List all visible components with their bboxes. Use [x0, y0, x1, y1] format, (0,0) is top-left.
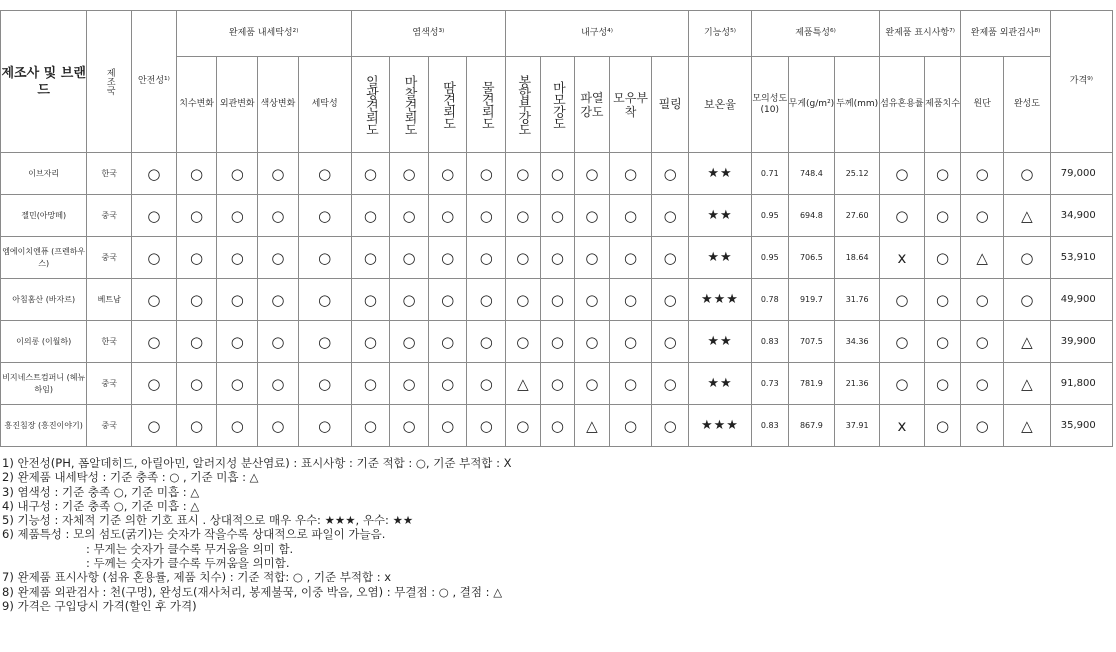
durability-cell: ○: [652, 279, 689, 321]
footnote: 8) 완제품 외관검사 : 천(구멍), 완성도(재사처리, 봉제불꾹, 이중 박음, 오염) : 무결점 : ○ , 결점 : △: [2, 584, 503, 599]
wash-cell: ○: [298, 363, 351, 405]
safety-cell: ○: [132, 405, 177, 447]
comparison-table: [0, 10, 1113, 447]
color-cell: ○: [351, 195, 390, 237]
durability-cell: ○: [540, 279, 575, 321]
wash-cell: ○: [217, 237, 258, 279]
header-brand: 제조사 및 브랜드: [1, 11, 87, 153]
exam-cell: △: [1004, 363, 1051, 405]
wash-cell: ○: [298, 195, 351, 237]
table-row: [1, 195, 1113, 237]
header-color-col: 마찰견뢰도: [390, 57, 429, 153]
durability-cell: ○: [609, 237, 652, 279]
wash-cell: ○: [217, 195, 258, 237]
label-cell: ○: [880, 195, 925, 237]
wash-cell: ○: [217, 405, 258, 447]
function-rating: ★★: [688, 363, 751, 405]
color-cell: ○: [390, 237, 429, 279]
durability-cell: ○: [506, 321, 541, 363]
header-label-col: 섬유혼용률: [880, 57, 925, 153]
brand-cell: 흥진침장 (흥진이야기): [1, 405, 87, 447]
country-cell: 한국: [87, 321, 132, 363]
color-cell: ○: [390, 195, 429, 237]
brand-cell: 이의롱 (이월하): [1, 321, 87, 363]
table-row: [1, 321, 1113, 363]
color-cell: ○: [467, 237, 506, 279]
safety-cell: ○: [132, 363, 177, 405]
color-cell: ○: [428, 237, 467, 279]
wash-cell: ○: [176, 279, 217, 321]
durability-cell: ○: [652, 237, 689, 279]
header-safety: 안전성¹⁾: [132, 11, 177, 153]
durability-cell: ○: [652, 363, 689, 405]
wash-cell: ○: [176, 321, 217, 363]
durability-cell: ○: [575, 237, 610, 279]
header-durability-col: 파열강도: [575, 57, 610, 153]
header-color-col: 물견뢰도: [467, 57, 506, 153]
durability-cell: ○: [609, 195, 652, 237]
function-rating: ★★★: [688, 279, 751, 321]
wash-cell: ○: [258, 363, 299, 405]
wash-cell: ○: [176, 237, 217, 279]
header-exam-col: 원단: [961, 57, 1004, 153]
exam-cell: △: [961, 237, 1004, 279]
label-cell: ○: [880, 363, 925, 405]
footnote: 3) 염색성 : 기준 충족 ○, 기준 미흡 : △: [2, 484, 200, 499]
color-cell: ○: [428, 195, 467, 237]
durability-cell: ○: [652, 153, 689, 195]
country-cell: 한국: [87, 153, 132, 195]
country-cell: 중국: [87, 195, 132, 237]
exam-cell: ○: [961, 321, 1004, 363]
durability-cell: ○: [652, 405, 689, 447]
price-cell: 39,900: [1050, 321, 1112, 363]
table-row: [1, 237, 1113, 279]
wash-cell: ○: [176, 195, 217, 237]
label-cell: ○: [880, 321, 925, 363]
wash-cell: ○: [217, 363, 258, 405]
exam-cell: ○: [1004, 279, 1051, 321]
durability-cell: ○: [540, 153, 575, 195]
label-cell: ○: [880, 279, 925, 321]
durability-cell: ○: [506, 195, 541, 237]
durability-cell: ○: [652, 321, 689, 363]
exam-cell: ○: [961, 363, 1004, 405]
feature-cell: 0.73: [751, 363, 788, 405]
wash-cell: ○: [298, 405, 351, 447]
feature-cell: 694.8: [788, 195, 835, 237]
durability-cell: ○: [575, 363, 610, 405]
footnote: 4) 내구성 : 기준 충족 ○, 기준 미흡 : △: [2, 498, 200, 513]
function-rating: ★★★: [688, 405, 751, 447]
label-cell: ○: [924, 153, 961, 195]
color-cell: ○: [467, 363, 506, 405]
header-durability-col: 필링: [652, 57, 689, 153]
color-cell: ○: [351, 321, 390, 363]
color-cell: ○: [390, 321, 429, 363]
durability-cell: △: [575, 405, 610, 447]
wash-cell: ○: [258, 195, 299, 237]
header-durability-col: 봉합부강도: [506, 57, 541, 153]
price-cell: 53,910: [1050, 237, 1112, 279]
color-cell: ○: [428, 153, 467, 195]
header-feature-group: 제품특성⁶⁾: [751, 11, 879, 57]
header-exam-group: 완제품 외관검사⁸⁾: [961, 11, 1050, 57]
safety-cell: ○: [132, 195, 177, 237]
color-cell: ○: [428, 279, 467, 321]
function-rating: ★★: [688, 237, 751, 279]
footnote: 1) 안전성(PH, 폼알데히드, 아릴아민, 알러지성 분산염료) : 표시사항 : 기준 적합 : ○, 기준 부적합 : X: [2, 456, 512, 470]
wash-cell: ○: [217, 321, 258, 363]
durability-cell: ○: [540, 237, 575, 279]
safety-cell: ○: [132, 153, 177, 195]
brand-cell: 엠에이치엔퓨 (프렌하우스): [1, 237, 87, 279]
header-wash-group: 완제품 내세탁성²⁾: [176, 11, 351, 57]
table-row: [1, 279, 1113, 321]
table-row: [1, 405, 1113, 447]
table-row: [1, 363, 1113, 405]
label-cell: x: [880, 405, 925, 447]
header-durability-col: 마모강도: [540, 57, 575, 153]
feature-cell: 31.76: [835, 279, 880, 321]
color-cell: ○: [351, 153, 390, 195]
feature-cell: 18.64: [835, 237, 880, 279]
color-cell: ○: [351, 363, 390, 405]
footnotes: [2, 456, 1112, 613]
feature-cell: 748.4: [788, 153, 835, 195]
color-cell: ○: [428, 405, 467, 447]
durability-cell: ○: [540, 405, 575, 447]
header-function-col: 보온율: [688, 57, 751, 153]
header-durability-col: 모우부착: [609, 57, 652, 153]
price-cell: 91,800: [1050, 363, 1112, 405]
header-feature-col: 모의성도(10): [751, 57, 788, 153]
exam-cell: ○: [961, 195, 1004, 237]
label-cell: x: [880, 237, 925, 279]
exam-cell: △: [1004, 405, 1051, 447]
color-cell: ○: [428, 321, 467, 363]
wash-cell: ○: [176, 363, 217, 405]
wash-cell: ○: [298, 279, 351, 321]
safety-cell: ○: [132, 279, 177, 321]
label-cell: ○: [924, 363, 961, 405]
safety-cell: ○: [132, 321, 177, 363]
feature-cell: 867.9: [788, 405, 835, 447]
color-cell: ○: [428, 363, 467, 405]
exam-cell: ○: [961, 279, 1004, 321]
header-wash-col: 치수변화: [176, 57, 217, 153]
durability-cell: ○: [540, 321, 575, 363]
wash-cell: ○: [298, 153, 351, 195]
color-cell: ○: [390, 279, 429, 321]
feature-cell: 37.91: [835, 405, 880, 447]
price-cell: 49,900: [1050, 279, 1112, 321]
header-color-col: 일광견뢰도: [351, 57, 390, 153]
feature-cell: 25.12: [835, 153, 880, 195]
feature-cell: 27.60: [835, 195, 880, 237]
durability-cell: ○: [652, 195, 689, 237]
feature-cell: 34.36: [835, 321, 880, 363]
footnote: 9) 가격은 구입당시 가격(할인 후 가격): [2, 598, 197, 613]
footnote: : 두께는 숫자가 클수록 두꺼움을 의미함.: [86, 556, 290, 571]
header-price: 가격⁹⁾: [1050, 11, 1112, 153]
durability-cell: ○: [609, 321, 652, 363]
label-cell: ○: [924, 405, 961, 447]
brand-cell: 젤민(아망떼): [1, 195, 87, 237]
feature-cell: 0.95: [751, 237, 788, 279]
header-wash-col: 세탁성: [298, 57, 351, 153]
header-exam-col: 완성도: [1004, 57, 1051, 153]
color-cell: ○: [351, 405, 390, 447]
feature-cell: 0.71: [751, 153, 788, 195]
header-label-col: 제품치수: [924, 57, 961, 153]
color-cell: ○: [467, 153, 506, 195]
footnote: : 무게는 숫자가 클수록 무거움을 의미 함.: [86, 541, 294, 556]
function-rating: ★★: [688, 321, 751, 363]
function-rating: ★★: [688, 195, 751, 237]
wash-cell: ○: [258, 405, 299, 447]
table-row: [1, 153, 1113, 195]
label-cell: ○: [924, 321, 961, 363]
header-durability-group: 내구성⁴⁾: [506, 11, 689, 57]
wash-cell: ○: [176, 405, 217, 447]
wash-cell: ○: [217, 153, 258, 195]
color-cell: ○: [351, 279, 390, 321]
feature-cell: 21.36: [835, 363, 880, 405]
color-cell: ○: [467, 405, 506, 447]
color-cell: ○: [467, 321, 506, 363]
function-rating: ★★: [688, 153, 751, 195]
durability-cell: ○: [575, 153, 610, 195]
footnote: 7) 완제품 표시사항 (섬유 혼용률, 제품 치수) : 기준 적합: ○ , 기준 부적합 : x: [2, 570, 392, 585]
country-cell: 중국: [87, 363, 132, 405]
durability-cell: ○: [575, 279, 610, 321]
feature-cell: 0.95: [751, 195, 788, 237]
header-color-col: 땀견뢰도: [428, 57, 467, 153]
wash-cell: ○: [258, 153, 299, 195]
label-cell: ○: [924, 195, 961, 237]
header-feature-col: 두께(mm): [835, 57, 880, 153]
feature-cell: 781.9: [788, 363, 835, 405]
durability-cell: ○: [575, 321, 610, 363]
country-cell: 중국: [87, 237, 132, 279]
exam-cell: △: [1004, 321, 1051, 363]
brand-cell: 아침홈산 (바자르): [1, 279, 87, 321]
footnote: 6) 제품특성 : 모의 섬도(굵기)는 숫자가 작을수록 상대적으로 파일이 가늘음.: [2, 527, 386, 542]
exam-cell: ○: [1004, 237, 1051, 279]
feature-cell: 0.83: [751, 321, 788, 363]
country-cell: 베트남: [87, 279, 132, 321]
footnote: 2) 완제품 내세탁성 : 기준 충족 : ○ , 기준 미흡 : △: [2, 470, 259, 485]
feature-cell: 0.78: [751, 279, 788, 321]
footnote: 5) 기능성 : 자체적 기준 의한 기호 표시 . 상대적으로 매우 우수: ★★★, 우수: ★★: [2, 513, 414, 528]
price-cell: 35,900: [1050, 405, 1112, 447]
price-cell: 79,000: [1050, 153, 1112, 195]
label-cell: ○: [924, 237, 961, 279]
wash-cell: ○: [258, 321, 299, 363]
color-cell: ○: [390, 405, 429, 447]
wash-cell: ○: [298, 237, 351, 279]
brand-cell: 비지네스트컴퍼니 (헤뉴하임): [1, 363, 87, 405]
durability-cell: ○: [609, 153, 652, 195]
exam-cell: ○: [1004, 153, 1051, 195]
color-cell: ○: [467, 195, 506, 237]
safety-cell: ○: [132, 237, 177, 279]
color-cell: ○: [390, 153, 429, 195]
header-feature-col: 무게(g/m²): [788, 57, 835, 153]
wash-cell: ○: [298, 321, 351, 363]
country-cell: 중국: [87, 405, 132, 447]
color-cell: ○: [390, 363, 429, 405]
exam-cell: ○: [961, 153, 1004, 195]
exam-cell: ○: [961, 405, 1004, 447]
durability-cell: ○: [575, 195, 610, 237]
wash-cell: ○: [258, 279, 299, 321]
wash-cell: ○: [176, 153, 217, 195]
durability-cell: ○: [506, 153, 541, 195]
feature-cell: 919.7: [788, 279, 835, 321]
label-cell: ○: [880, 153, 925, 195]
color-cell: ○: [467, 279, 506, 321]
color-cell: ○: [351, 237, 390, 279]
durability-cell: ○: [609, 363, 652, 405]
wash-cell: ○: [258, 237, 299, 279]
header-wash-col: 외관변화: [217, 57, 258, 153]
header-wash-col: 색상변화: [258, 57, 299, 153]
exam-cell: △: [1004, 195, 1051, 237]
feature-cell: 706.5: [788, 237, 835, 279]
feature-cell: 0.83: [751, 405, 788, 447]
durability-cell: ○: [506, 279, 541, 321]
durability-cell: ○: [506, 237, 541, 279]
header-label-group: 완제품 표시사항⁷⁾: [880, 11, 961, 57]
label-cell: ○: [924, 279, 961, 321]
price-cell: 34,900: [1050, 195, 1112, 237]
durability-cell: ○: [609, 405, 652, 447]
feature-cell: 707.5: [788, 321, 835, 363]
header-country: 제조국: [87, 11, 132, 153]
header-color-group: 염색성³⁾: [351, 11, 505, 57]
durability-cell: △: [506, 363, 541, 405]
header-function-group: 기능성⁵⁾: [688, 11, 751, 57]
durability-cell: ○: [540, 363, 575, 405]
wash-cell: ○: [217, 279, 258, 321]
durability-cell: ○: [540, 195, 575, 237]
durability-cell: ○: [506, 405, 541, 447]
brand-cell: 이브자리: [1, 153, 87, 195]
durability-cell: ○: [609, 279, 652, 321]
